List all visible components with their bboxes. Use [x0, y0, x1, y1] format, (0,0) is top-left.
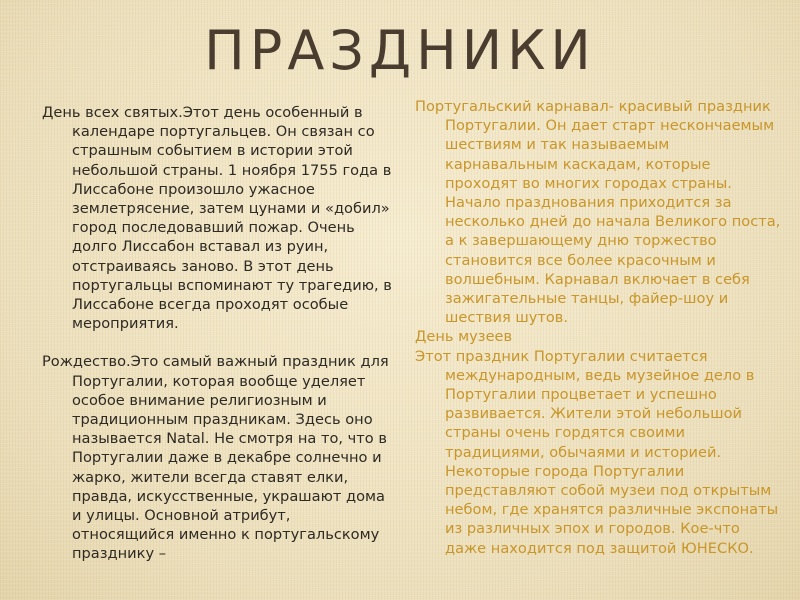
museum-day-heading: День музеев	[415, 328, 513, 346]
slide-title: ПРАЗДНИКИ	[204, 19, 596, 82]
right-text-column	[415, 97, 781, 558]
left-text-column	[42, 103, 394, 564]
all-saints-day-paragraph: День всех святых.Этот день особенный в календаре португальцев. Он связан со страшным событием в истории этой небольшой страны. 1 ноября 1755 года в Лиссабоне произошло ужасное землетрясение, затем цунами и «добил» город последовавший пожар. Очень долго Лиссабон вставал из руин, отстраиваясь заново. В этот день португальцы вспоминают ту трагедию, в Лиссабоне всегда проходят особые мероприятия.	[42, 104, 392, 333]
museum-day-paragraph: Этот праздник Португалии считается международным, ведь музейное дело в Португалии процветает и успешно развивается. Жители этой небольшой страны очень гордятся своими традициями, обычаями и историей. Некоторые города Португалии представляют собой музеи под открытым небом, где хранятся различные экспонаты из различных эпох и городов. Кое-что даже находится под защитой ЮНЕСКО.	[415, 347, 779, 557]
christmas-paragraph: Рождество.Это самый важный праздник для Португалии, которая вообще уделяет особое внимание религиозным и традиционным праздникам. Здесь оно называется Natal. Не смотря на то, что в Португалии даже в декабре солнечно и жарко, жители всегда ставят елки, правда, искусственные, украшают дома и улицы. Основной атрибут, относящийся именно к португальскому празднику –	[42, 353, 389, 563]
carnival-paragraph: Португальский карнавал- красивый праздник Португалии. Он дает старт нескончаемым шествиям и так называемым карнавальным каскадам, которые проходят во многих городах страны. Начало празднования приходится за несколько дней до начала Великого поста, а к завершающему дню торжество становится все более красочным и волшебным. Карнавал включает в себя зажигательные танцы, файер-шоу и шествия шутов.	[415, 98, 781, 327]
